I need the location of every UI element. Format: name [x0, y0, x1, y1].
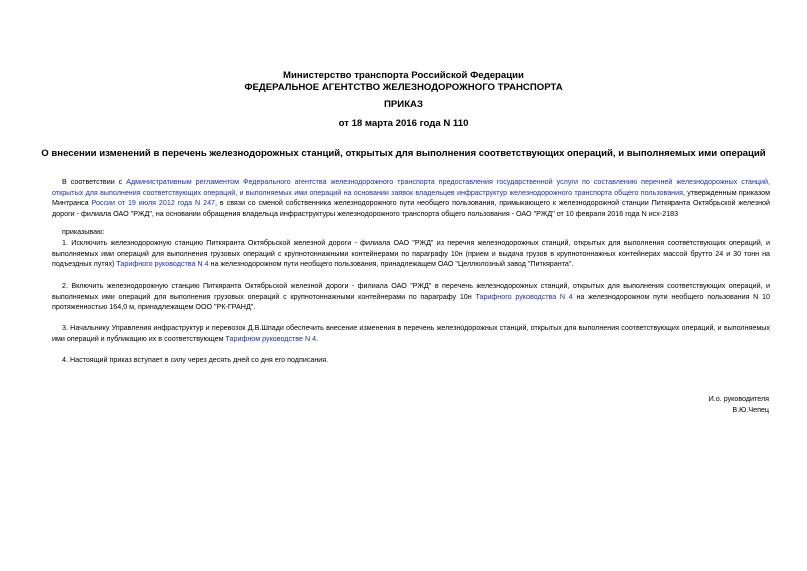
item-3-text-1: 3. Начальнику Управления инфраструктур и перевозок Д.В.Шпади обеспечить внесение изменения в перечень железнодорожных станций, открытых для выполнения соответствующих операций, и выполняемых ими операций и публикацию их в соответствующем [52, 324, 770, 343]
document-date-number: от 18 марта 2016 года N 110 [338, 118, 469, 129]
item-2-text-2: на железнодорожном пути необщего пользования N 10 протяженностью 164,0 м, принадлежащем ООО "РК-ГРАНД". [52, 292, 770, 312]
regulation-link[interactable]: Административным регламентом Федерального агентства железнодорожного транспорта предоставления государственной услуги по составлению перечней железнодорожных станций, открытых для выполнения соответствующих операций, и выполняемых ими операций на основании заявок владельцев инфраструктур железнодорожного транспорта общего пользования [52, 178, 770, 197]
ministry-name: Министерство транспорта Российской Федерации [283, 70, 524, 81]
intro-paragraph [52, 177, 770, 219]
mintrans-order-link[interactable]: России от 19 июля 2012 года N 247 [91, 199, 216, 208]
document-title: О внесении изменений в перечень железнодорожных станций, открытых для выполнения соответствующих операций, и выполняемых ими операций [41, 148, 766, 159]
document-type: ПРИКАЗ [384, 99, 423, 110]
item-1-paragraph [52, 238, 770, 270]
item-3-tariff-link[interactable]: Тарифном руководстве N 4 [225, 334, 317, 343]
intro-text-2: , утвержденным приказом Минтранса [52, 188, 770, 208]
item-2-paragraph [52, 281, 770, 313]
item-2-tariff-link[interactable]: Тарифного руководства N 4 [475, 292, 573, 301]
signatory-name: В.Ю.Чепец [732, 406, 769, 414]
item-3-paragraph [52, 323, 770, 344]
item-2-text-1: 2. Включить железнодорожную станцию Питкяранта Октябрьской железной дороги - филиала ОАО "РЖД" в перечень железнодорожных станций, открытых для выполнения соответствующих операций, и выполняемых ими операций для выполнения грузовых операций с крупнотоннажными контейнерами по параграфу 10н [52, 282, 770, 301]
item-1-tariff-link[interactable]: Тарифного руководства N 4 [116, 260, 209, 269]
intro-text-1: В соответствии с [62, 178, 127, 186]
agency-name: ФЕДЕРАЛЬНОЕ АГЕНТСТВО ЖЕЛЕЗНОДОРОЖНОГО ТРАНСПОРТА [244, 82, 563, 93]
item-4-paragraph: 4. Настоящий приказ вступает в силу через десять дней со дня его подписания. [62, 356, 329, 364]
order-word: приказываю: [62, 228, 105, 236]
item-1-text-2: на железнодорожном пути необщего пользования, принадлежащем ОАО "Целлюлозный завод "Питкяранта". [208, 260, 574, 269]
item-3-text-2: . [316, 334, 319, 343]
intro-text-3: , в связи со сменой собственника железнодорожного пути необщего пользования, примыкающего к железнодорожной станции Питкяранта Октябрьской железной дороги - филиала ОАО "РЖД", на основании обращения владельца инфраструктуры железнодорожного транспорта общего пользования - ОАО "РЖД" от 10 февраля 2016 года N исх-2183 [52, 199, 771, 218]
signatory-position: И.о. руководителя [708, 395, 769, 403]
item-1-text-1: 1. Исключить железнодорожную станцию Питкяранта Октябрьской железной дороги - филиала ОАО "РЖД" из перечня железнодорожных станций, открытых для выполнения соответствующих операций, и выполняемых ими операций для выполнения грузовых операций с крупнотоннажными контейнерами по параграфу 10н (прием и выдача грузов в крупнотоннажных контейнерах массой брутто 24 и 30 тонн на подъездных путях) [52, 239, 770, 269]
